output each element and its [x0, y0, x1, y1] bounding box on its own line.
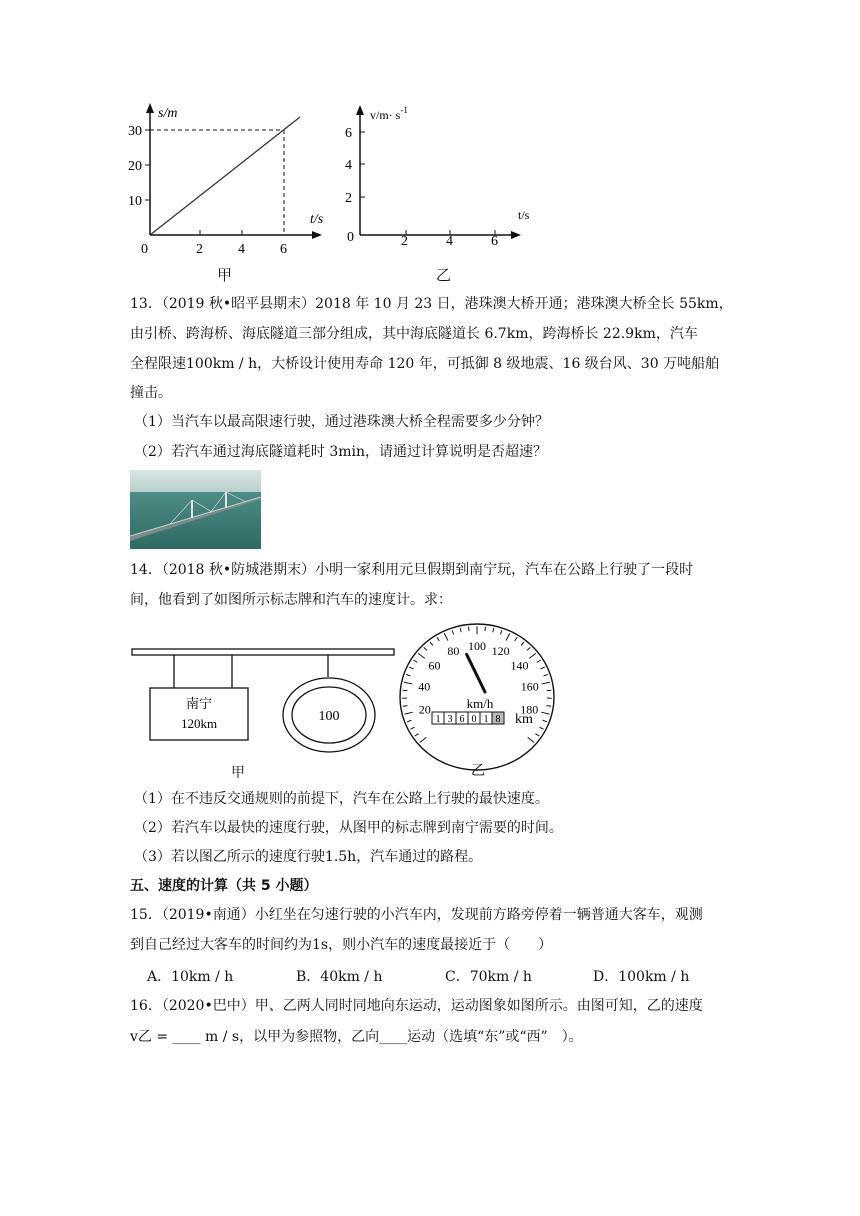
- speed-limit-value: 100: [318, 709, 340, 724]
- x-tick-label: 0: [141, 242, 148, 255]
- speedometer-tick-label: 40: [418, 679, 431, 694]
- y-axis-label: $v/m\cdot s^{-1}$: [370, 105, 408, 122]
- speedometer-tick-label: 60: [428, 658, 441, 673]
- option-b: B．40km / h: [296, 969, 383, 985]
- q16-text-line: 16．（2020•巴中）甲、乙两人同时同地向东运动，运动图象如图所示。由图可知，乙的速度: [130, 998, 703, 1014]
- q13-subquestion: （1）当汽车以最高限速行驶，通过港珠澳大桥全程需要多少分钟？: [134, 414, 549, 430]
- q13-text-line: 撞击。: [130, 385, 172, 401]
- graph-caption-jia: 甲: [217, 266, 233, 284]
- y-tick-label: 4: [345, 158, 352, 173]
- odometer-unit: km: [515, 712, 533, 727]
- speedometer-tick-label: 180: [520, 702, 539, 717]
- odometer-digit: 3: [447, 714, 453, 725]
- speedometer-tick-label: 20: [418, 702, 431, 717]
- bridge-photo: [130, 470, 261, 549]
- section-title: 五、速度的计算（共 5 小题）: [130, 878, 318, 894]
- figure-caption-jia: 甲: [231, 765, 245, 781]
- x-arrow: [312, 231, 322, 239]
- x-arrow: [511, 231, 521, 239]
- q14-subquestion: （1）在不违反交通规则的前提下，汽车在公路上行驶的最快速度。: [134, 791, 549, 807]
- x-axis-label: t/s: [310, 212, 324, 227]
- y-tick-label: 30: [128, 124, 142, 139]
- sign-gantry-bar: [132, 649, 394, 655]
- speedometer-tick-label: 160: [520, 679, 539, 694]
- road-sign-figure: [128, 640, 398, 760]
- speedometer-tick: [546, 706, 551, 707]
- x-tick-label: 6: [491, 234, 498, 249]
- speedometer-tick: [469, 627, 470, 631]
- sign-distance: 120km: [180, 716, 218, 731]
- q16-text-line: v乙 = ____ m / s，以甲为参照物，乙向____运动（选填“东”或“西” ）。: [130, 1029, 583, 1045]
- odometer-digit: 1: [435, 714, 441, 725]
- y-tick-label: 10: [128, 194, 142, 209]
- q15-text-line: 15．（2019•南通）小红坐在匀速行驶的小汽车内，发现前方路旁停着一辆普通大客车，观测: [130, 907, 703, 923]
- speedometer: [398, 620, 558, 778]
- q13-text-line: 由引桥、跨海桥、海底隧道三部分组成，其中海底隧道长 6.7km，跨海桥长 22.9km，汽车: [130, 326, 698, 342]
- x-tick-label: 2: [196, 242, 203, 255]
- speedometer-tick: [403, 706, 408, 707]
- y-tick-label: 2: [345, 191, 352, 206]
- x-tick-label: 0: [347, 230, 354, 245]
- odometer: [432, 712, 504, 725]
- figure-caption-yi: 乙: [471, 763, 485, 779]
- odometer-digit: 0: [471, 714, 477, 725]
- sign-city: 南宁: [185, 696, 213, 711]
- x-tick-label: 4: [238, 242, 245, 255]
- speedometer-tick-label: 120: [491, 644, 510, 659]
- speedometer-tick-label: 80: [447, 644, 460, 659]
- x-tick-label: 6: [280, 242, 287, 255]
- q14-text-line: 间，他看到了如图所示标志牌和汽车的速度计。求：: [130, 592, 452, 608]
- q13-subquestion: （2）若汽车通过海底隧道耗时 3min，请通过计算说明是否超速？: [134, 444, 548, 460]
- odometer-digit: 6: [459, 714, 465, 725]
- y-tick-label: 20: [128, 159, 142, 174]
- option-c: C．70km / h: [445, 969, 532, 985]
- y-tick-label: 6: [345, 126, 352, 141]
- speedometer-tick: [485, 627, 486, 631]
- speedometer-tick-label: 140: [510, 658, 529, 673]
- y-arrow: [356, 105, 364, 115]
- option-d: D．100km / h: [593, 969, 690, 985]
- line-series: [150, 117, 300, 235]
- option-a: A．10km / h: [147, 969, 234, 985]
- graph-jia: [120, 95, 340, 255]
- speedometer-tick-label: 100: [468, 638, 486, 653]
- q14-text-line: 14．（2018 秋•防城港期末）小明一家利用元旦假期到南宁玩，汽车在公路上行驶了一段时: [130, 562, 694, 578]
- odometer-digit: 1: [483, 714, 489, 725]
- y-axis-label: s/m: [158, 106, 178, 121]
- odometer-digit: 8: [495, 714, 501, 725]
- graph-yi: [335, 95, 535, 255]
- graph-caption-yi: 乙: [436, 266, 452, 284]
- q14-subquestion: （3）若以图乙所示的速度行驶1.5h，汽车通过的路程。: [134, 849, 483, 865]
- q14-subquestion: （2）若汽车以最快的速度行驶，从图甲的标志牌到南宁需要的时间。: [134, 820, 563, 836]
- q13-text-line: 13．（2019 秋•昭平县期末）2018 年 10 月 23 日，港珠澳大桥开通；港珠澳大桥全长 55km，: [130, 296, 733, 312]
- x-tick-label: 4: [446, 234, 453, 249]
- q15-text-line: 到自己经过大客车的时间约为1s，则小汽车的速度最接近于（ ）: [130, 937, 553, 953]
- x-axis-label: t/s: [518, 208, 530, 222]
- y-arrow: [146, 103, 154, 113]
- speedometer-unit: km/h: [466, 696, 494, 711]
- x-tick-label: 2: [401, 234, 408, 249]
- q13-text-line: 全程限速100km / h，大桥设计使用寿命 120 年，可抵御 8 级地震、16 级台风、30 万吨船舶: [130, 356, 720, 372]
